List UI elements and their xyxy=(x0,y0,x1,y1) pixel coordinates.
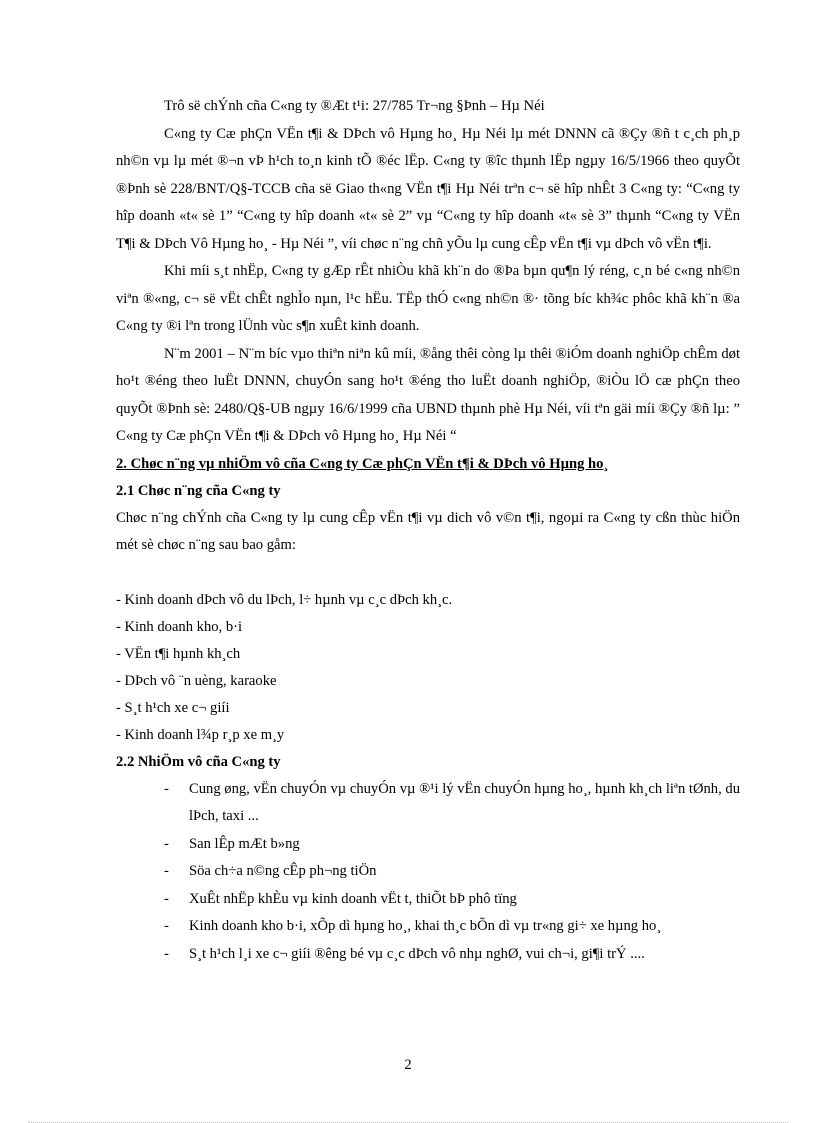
document-body xyxy=(116,93,740,968)
function-item: - VËn t¶i hµnh kh¸ch xyxy=(116,645,241,662)
dash-bullet: - xyxy=(164,780,169,797)
function-item: - S¸t h¹ch xe c¬ giíi xyxy=(116,699,230,716)
section-2-heading: 2. Chøc n¨ng vµ nhiÖm vô cña C«ng ty Cæ phÇn VËn t¶i & DÞch vô Hµng ho¸ xyxy=(116,455,609,472)
head-office-paragraph: Trô së chÝnh cña C«ng ty ®Æt t¹i: 27/785 Tr¬ng §Þnh – Hµ Néi xyxy=(164,98,545,114)
function-item: - Kinh doanh dÞch vô du lÞch, l÷ hµnh vµ c¸c dÞch kh¸c. xyxy=(116,591,453,608)
dash-bullet: - xyxy=(164,890,169,907)
functions-paragraph: Chøc n¨ng chÝnh cña C«ng ty lµ cung cÊp vËn t¶i vµ dich vô v©n t¶i, ngoµi ra C«ng ty cßn thùc hiÖn mét sè chøc n¨ng sau bao gåm: xyxy=(116,509,740,553)
section-2-1-heading: 2.1 Chøc n¨ng cña C«ng ty xyxy=(116,482,281,499)
duty-item xyxy=(116,941,740,969)
function-item: - Kinh doanh l¾p r¸p xe m¸y xyxy=(116,726,285,743)
duty-text: San lÊp mÆt b»ng xyxy=(189,835,300,852)
dash-bullet: - xyxy=(164,945,169,962)
duty-text: Cung øng, vËn chuyÓn vµ chuyÓn vµ ®¹i lý vËn chuyÓn hµng ho¸, hµnh kh¸ch liªn tØnh, du lÞch, taxi ... xyxy=(189,780,740,824)
duty-text: S¸t h¹ch l¸i xe c¬ giíi ®êng bé vµ c¸c dÞch vô nhµ nghØ, vui ch¬i, gi¶i trÝ .... xyxy=(189,945,645,962)
dash-bullet: - xyxy=(164,918,169,934)
company-intro-paragraph: C«ng ty Cæ phÇn VËn t¶i & DÞch vô Hµng ho¸ Hµ Néi lµ mét DNNN cã ®Çy ®ñ t c¸ch ph¸p nh©n vµ lµ mét ®¬n vÞ h¹ch to¸n kinh tÕ ®éc lËp. C«ng ty ®îc thµnh lËp ngµy 16/5/1966 theo quyÕt ®Þnh sè 228/BNT/Q§-TCCB cña së Giao th«ng VËn t¶i Hµ Néi trªn c¬ së hîp nhÊt 3 C«ng ty: “C«ng ty hîp doanh «t« sè 1” “C«ng ty hîp doanh «t« sè 2” vµ “C«ng ty hîp doanh «t« sè 3” thµnh “C«ng ty VËn T¶i & DÞch Vô Hµng ho¸ - Hµ Néi ”, víi chøc n¨ng chñ yÕu lµ cung cÊp vËn t¶i vµ dÞch vô vËn t¶i. xyxy=(116,125,740,252)
duty-item xyxy=(116,913,740,941)
dash-bullet: - xyxy=(164,835,169,852)
duty-text: XuÊt nhËp khÈu vµ kinh doanh vËt t, thiÕt bÞ phô tïng xyxy=(189,890,517,907)
duty-item xyxy=(116,886,740,914)
page-number: 2 xyxy=(404,1057,412,1073)
merger-paragraph: Khi míi s¸t nhËp, C«ng ty gÆp rÊt nhiÒu khã kh¨n do ®Þa bµn qu¶n lý réng, c¸n bé c«ng nh©n viªn ®«ng, c¬ së vËt chÊt nghÌo nµn, l¹c hËu. TËp thÓ c«ng nh©n ®· tõng bíc kh¾c phôc khã kh¨n ®a C«ng ty ®i lªn trong lÜnh vùc s¶n xuÊt kinh doanh. xyxy=(116,263,740,334)
duty-item xyxy=(116,776,740,831)
duty-item xyxy=(116,858,740,886)
dash-bullet: - xyxy=(164,863,169,879)
duty-text: Söa ch÷a n©ng cÊp ph¬ng tiÖn xyxy=(189,863,377,879)
function-item: - DÞch vô ¨n uèng, karaoke xyxy=(116,672,277,689)
duty-text: Kinh doanh kho b·i, xÕp dì hµng ho¸, khai th¸c bÕn dì vµ tr«ng gi÷ xe hµng ho¸ xyxy=(189,918,662,934)
duty-item xyxy=(116,831,740,859)
year-2001-paragraph: N¨m 2001 – N¨m bíc vµo thiªn niªn kû míi, ®ång thêi còng lµ thêi ®iÓm doanh nghiÖp chÊm døt ho¹t ®éng theo luËt DNNN, chuyÓn sang ho¹t ®éng tho luËt doanh nghiÖp, ®iÒu lÖ cæ phÇn theo quyÕt ®Þnh sè: 2480/Q§-UB ngµy 16/6/1999 cña UBND thµnh phè Hµ Néi, víi tªn gäi míi ®Çy ®ñ lµ: ” C«ng ty Cæ phÇn VËn t¶i & DÞch vô Hµng ho¸ Hµ Néi “ xyxy=(116,345,740,444)
section-2-2-heading: 2.2 NhiÖm vô cña C«ng ty xyxy=(116,753,281,770)
blank-line xyxy=(116,560,740,587)
function-item: - Kinh doanh kho, b·i xyxy=(116,618,243,635)
duties-list xyxy=(116,776,740,969)
